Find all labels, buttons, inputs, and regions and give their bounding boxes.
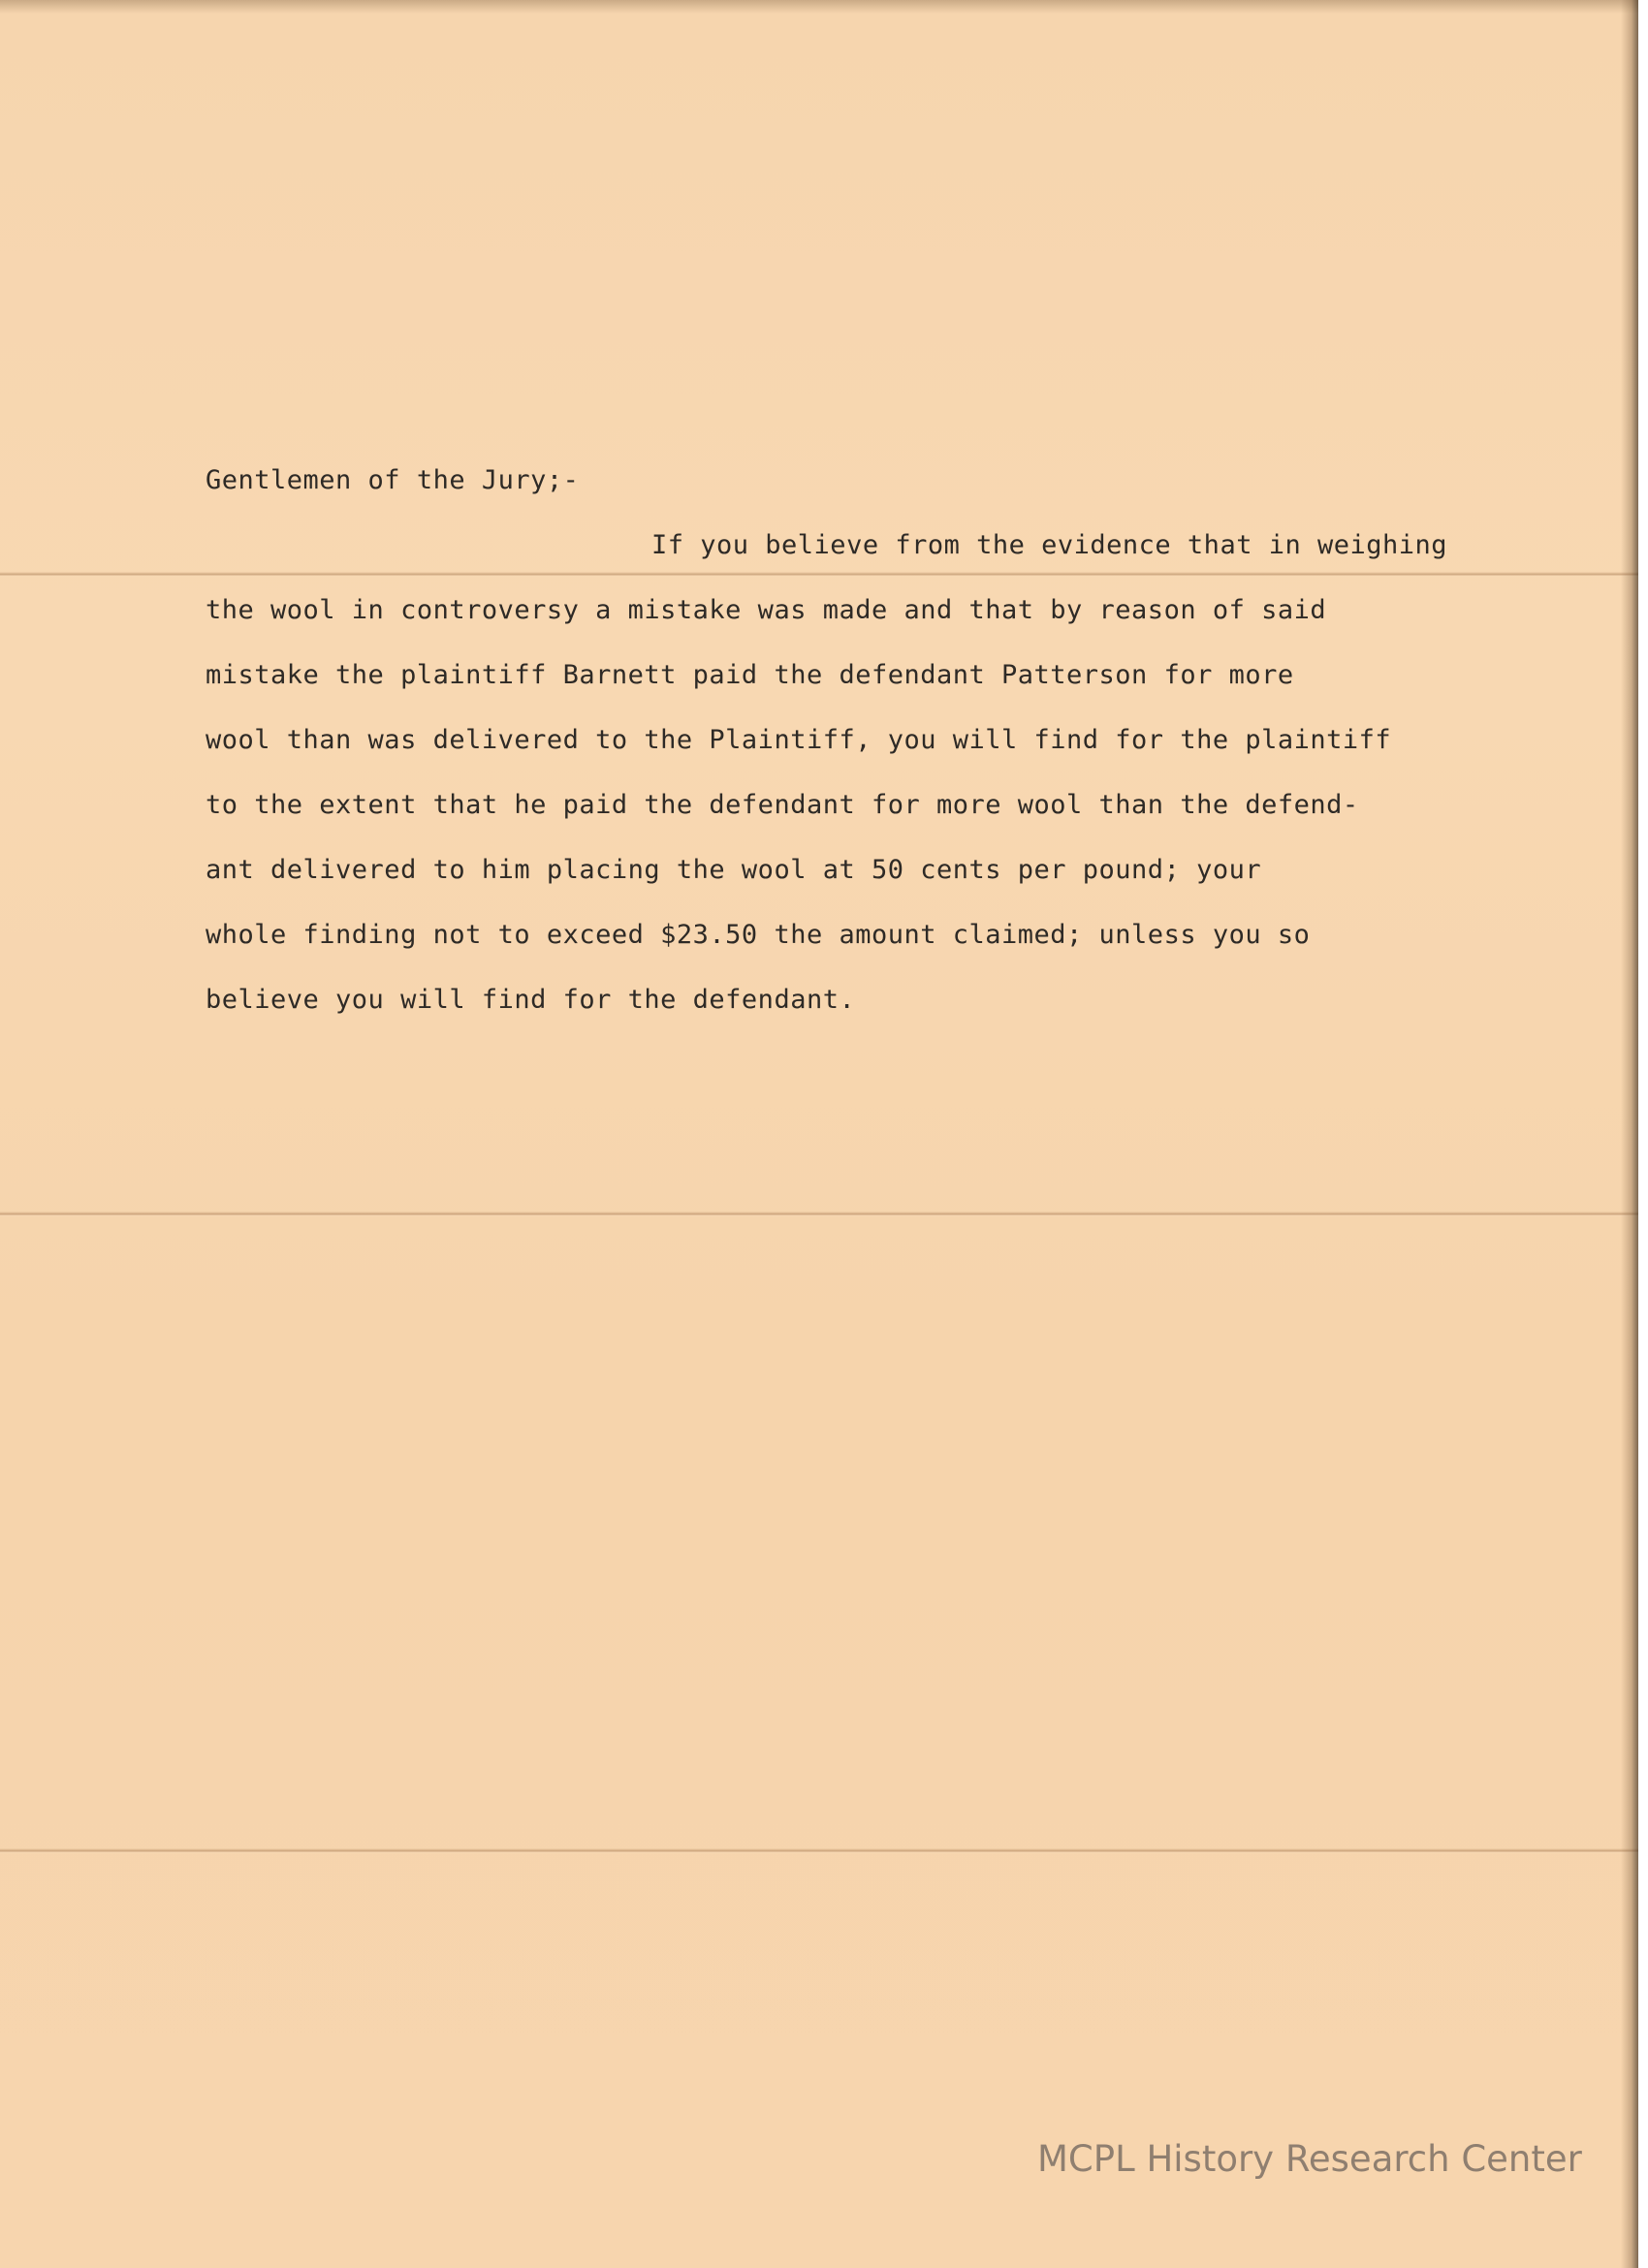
instruction-line: believe you will find for the defendant. [206,985,856,1015]
instruction-line: If you believe from the evidence that in weighing [651,530,1448,560]
instruction-line: mistake the plaintiff Barnett paid the defendant Patterson for more [206,660,1294,690]
instruction-line: whole finding not to exceed $23.50 the amount claimed; unless you so [206,920,1311,950]
salutation: Gentlemen of the Jury;- [206,465,580,495]
instruction-line: wool than was delivered to the Plaintiff, you will find for the plaintiff [206,725,1392,755]
top-edge-shadow [0,0,1638,14]
right-edge-shadow [1621,0,1638,2268]
fold-crease [0,1848,1638,1854]
fold-crease [0,1212,1638,1217]
instruction-line: the wool in controversy a mistake was made and that by reason of said [206,595,1327,625]
archive-watermark: MCPL History Research Center [1037,2138,1582,2180]
instruction-line: to the extent that he paid the defendant for more wool than the defend- [206,790,1359,820]
instruction-line: ant delivered to him placing the wool at 50 cents per pound; your [206,855,1262,885]
typed-jury-instruction [206,448,1621,1032]
